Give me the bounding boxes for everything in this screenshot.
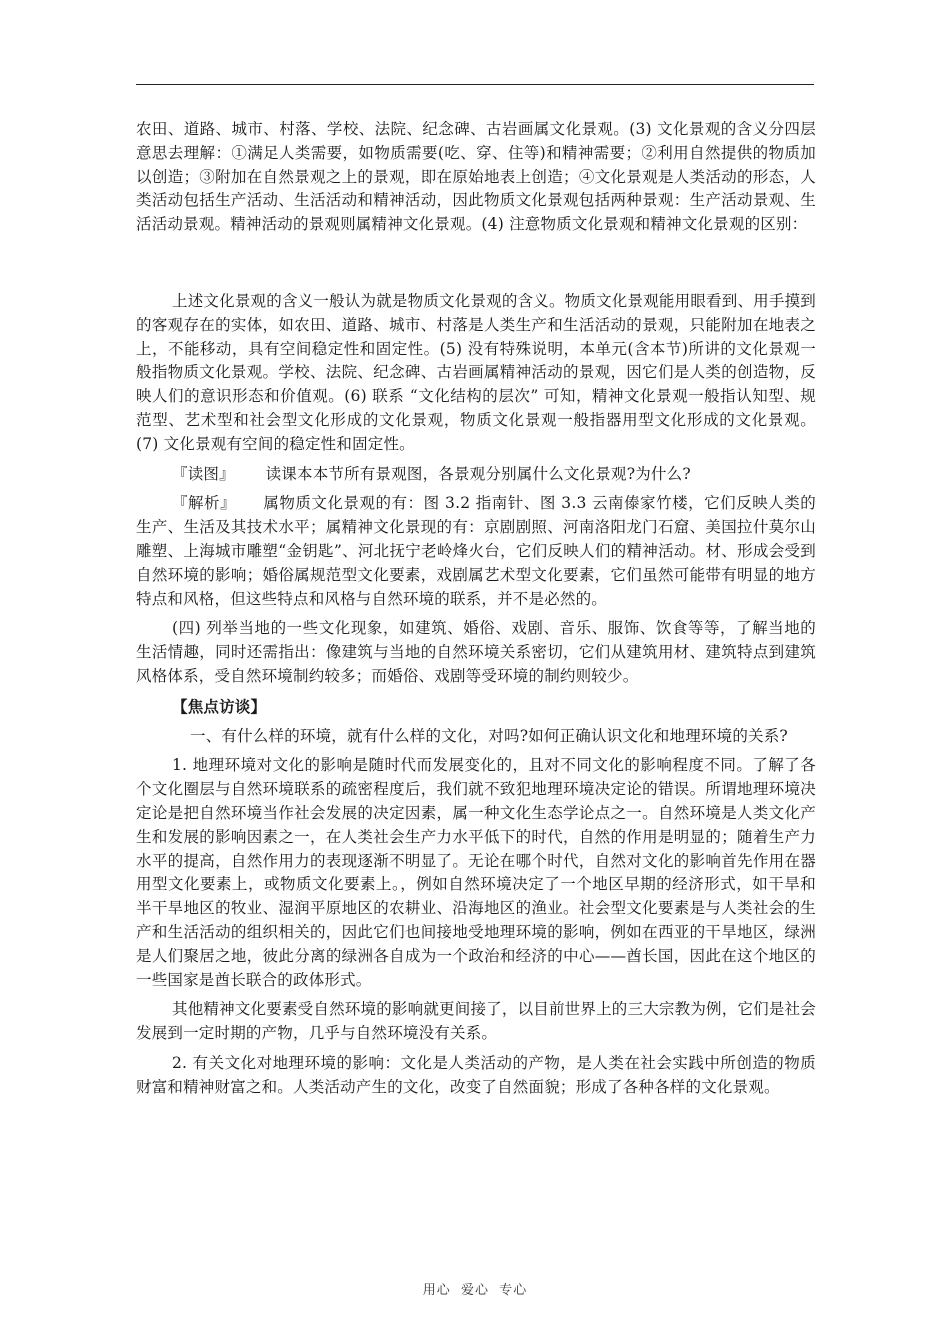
read-map-line bbox=[136, 463, 816, 487]
read-map-question: 读课本本节所有景观图，各景观分别属什么文化景观?为什么? bbox=[265, 464, 691, 483]
paragraph-culture-influence: 2. 有关文化对地理环境的影响：文化是人类活动的产物，是人类在社会实践中所创造的物质财富和精神财富之和。人类活动产生的文化，改变了自然面貌；形成了各种各样的文化景观。 bbox=[136, 1053, 816, 1096]
paragraph-spiritual-elements: 其他精神文化要素受自然环境的影响就更间接了，以目前世界上的三大宗教为例，它们是社会发展到一定时期的产物，几乎与自然环境没有关系。 bbox=[136, 1000, 816, 1043]
document-body bbox=[136, 118, 816, 1099]
paragraph-local-culture: (四) 列举当地的一些文化现象，如建筑、婚俗、戏剧、音乐、服饰、饮食等等，了解当地的生活情趣，同时还需指出：像建筑与当地的自然环境关系密切，它们从建筑用材、建筑特点到建筑风格体系，受自然环境制约较多；而婚俗、戏剧等受环境的制约则较少。 bbox=[136, 619, 816, 685]
header-rule bbox=[136, 84, 814, 85]
paragraph-env-influence: 1. 地理环境对文化的影响是随时代而发展变化的，且对不同文化的影响程度不同。了解了各个文化圈层与自然环境联系的疏密程度后，我们就不致犯地理环境决定论的错误。所谓地理环境决定论是把自然环境当作社会发展的决定因素，属一种文化生态学论点之一。自然环境是人类文化产生和发展的影响因素之一，在人类社会生产力水平低下的时代，自然的作用是明显的；随着生产力水平的提高，自然作用力的表现逐渐不明显了。无论在哪个时代，自然对文化的影响首先作用在器用型文化要素上，或物质文化要素上。，例如自然环境决定了一个地区早期的经济形式，如干旱和半干旱地区的牧业、湿润平原地区的农耕业、沿海地区的渔业。社会型文化要素是与人类社会的生产和生活活动的组织相关的，因此它们也间接地受地理环境的影响，例如在西亚的干旱地区，绿洲是人们聚居之地，彼此分离的绿洲各自成为一个政治和经济的中心——酋长国，因此在这个地区的一些国家是酋长联合的政体形式。 bbox=[136, 756, 816, 989]
analysis-paragraph bbox=[136, 492, 816, 611]
read-map-tag: 『读图』 bbox=[172, 464, 235, 483]
paragraph-cultural-landscape-meaning: 农田、道路、城市、村落、学校、法院、纪念碑、古岩画属文化景观。(3) 文化景观的含义分四层意思去理解：①满足人类需要，如物质需要(吃、穿、住等)和精神需要；②利用自然提供的物质加以创造；③附加在自然景观之上的景观，即在原始地表上创造；④文化景观是人类活动的形态，人类活动包括生产活动、生活活动和精神活动，因此物质文化景观包括两种景观：生产活动景观、生活活动景观。精神活动的景观则属精神文化景观。(4) 注意物质文化景观和精神文化景观的区别： bbox=[136, 120, 816, 234]
analysis-text: 属物质文化景观的有：图 3.2 指南针、图 3.3 云南傣家竹楼，它们反映人类的生产、生活及其技术水平；属精神文化景现的有：京剧剧照、河南洛阳龙门石窟、美国拉什莫尔山雕塑、上海城市雕塑“金钥匙”、河北抚宁老岭烽火台，它们反映人们的精神活动。材、形成会受到自然环境的影响；婚俗属规范型文化要素，戏剧属艺术型文化要素，它们虽然可能带有明显的地方特点和风格，但这些特点和风格与自然环境的联系，并不是必然的。 bbox=[136, 494, 816, 608]
analysis-tag: 『解析』 bbox=[172, 494, 237, 513]
paragraph-material-landscape: 上述文化景观的含义一般认为就是物质文化景观的含义。物质文化景观能用眼看到、用手摸到的客观存在的实体，如农田、道路、城市、村落是人类生产和生活活动的景观，只能附加在地表之上，不能移动，具有空间稳定性和固定性。(5) 没有特殊说明，本单元(含本节)所讲的文化景观一般指物质文化景观。学校、法院、纪念碑、古岩画属精神活动的景观，因它们是人类的创造物，反映人们的意识形态和价值观。(6) 联系 “文化结构的层次” 可知，精神文化景观一般指认知型、规范型、艺术型和社会型文化形成的文化景观，物质文化景观一般指器用型文化形成的文化景观。(7) 文化景观有空间的稳定性和固定性。 bbox=[136, 291, 816, 453]
question-heading: 一、有什么样的环境，就有什么样的文化，对吗?如何正确认识文化和地理环境的关系? bbox=[190, 726, 788, 745]
spacer bbox=[136, 237, 816, 290]
focus-heading: 【焦点访谈】 bbox=[172, 696, 267, 716]
page-footer: 用心 爱心 专心 bbox=[422, 1283, 528, 1298]
